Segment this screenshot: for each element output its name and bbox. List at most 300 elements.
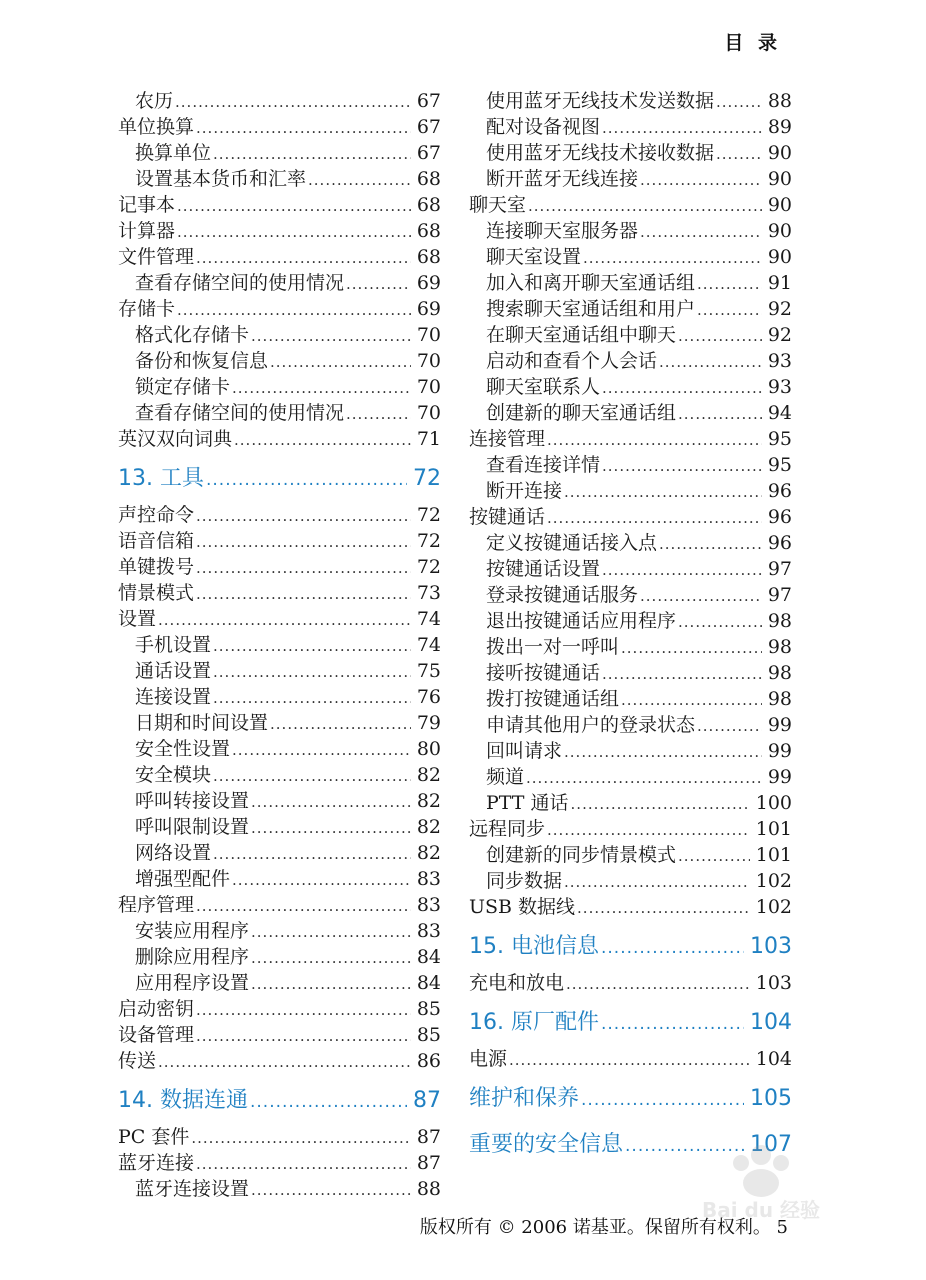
toc-entry-page: 69 <box>416 272 441 294</box>
toc-entry-title: 声控命令 <box>118 504 195 526</box>
toc-entry[interactable] <box>118 1124 441 1150</box>
toc-entry[interactable] <box>118 684 441 710</box>
toc-entry-page: 70 <box>416 324 441 346</box>
toc-chapter-entry[interactable] <box>469 1080 792 1118</box>
dot-leader <box>234 427 411 453</box>
toc-entry-title: 网络设置 <box>135 842 212 864</box>
toc-entry-page: 70 <box>416 402 441 424</box>
toc-entry[interactable] <box>469 712 792 738</box>
toc-entry-title: 频道 <box>486 766 525 788</box>
dot-leader <box>716 89 762 115</box>
toc-entry-page: 90 <box>767 220 792 242</box>
dot-leader <box>346 271 411 297</box>
toc-entry[interactable] <box>118 270 441 296</box>
toc-entry[interactable] <box>469 816 792 842</box>
dot-leader <box>213 633 411 659</box>
toc-entry-title: 启动和查看个人会话 <box>486 350 658 372</box>
dot-leader <box>547 817 750 843</box>
dot-leader <box>158 607 411 633</box>
toc-entry-title: 换算单位 <box>135 142 212 164</box>
dot-leader <box>232 375 411 401</box>
toc-entry-title: 申请其他用户的登录状态 <box>486 714 696 736</box>
toc-entry[interactable] <box>469 686 792 712</box>
toc-entry[interactable] <box>118 554 441 580</box>
toc-entry-title: 记事本 <box>118 194 176 216</box>
toc-entry[interactable] <box>118 192 441 218</box>
toc-entry[interactable] <box>118 244 441 270</box>
dot-leader <box>678 843 750 869</box>
toc-entry-title: 远程同步 <box>469 818 546 840</box>
toc-entry-title: 按键通话 <box>469 506 546 528</box>
toc-entry-title: 语音信箱 <box>118 530 195 552</box>
dot-leader <box>602 557 762 583</box>
toc-entry-title: 格式化存储卡 <box>135 324 250 346</box>
toc-entry[interactable] <box>469 764 792 790</box>
toc-entry[interactable] <box>469 868 792 894</box>
toc-chapter-entry[interactable] <box>469 928 792 966</box>
dot-leader <box>177 219 411 245</box>
toc-entry-page: 93 <box>767 376 792 398</box>
dot-leader <box>251 919 411 945</box>
toc-entry-title: 连接设置 <box>135 686 212 708</box>
toc-entry-title: 安全模块 <box>135 764 212 786</box>
toc-entry[interactable] <box>469 218 792 244</box>
toc-entry-page: 103 <box>755 972 792 994</box>
toc-entry-page: 86 <box>416 1050 441 1072</box>
toc-entry-title: PTT 通话 <box>486 792 569 814</box>
toc-entry-title: 传送 <box>118 1050 157 1072</box>
toc-entry[interactable] <box>118 866 441 892</box>
toc-entry-page: 96 <box>767 506 792 528</box>
toc-entry[interactable] <box>118 632 441 658</box>
toc-entry[interactable] <box>118 814 441 840</box>
toc-entry[interactable] <box>118 918 441 944</box>
toc-entry[interactable] <box>118 348 441 374</box>
dot-leader <box>697 271 762 297</box>
toc-entry[interactable] <box>118 140 441 166</box>
toc-entry[interactable] <box>118 736 441 762</box>
dot-leader <box>640 167 762 193</box>
toc-entry-title: 设置基本货币和汇率 <box>135 168 307 190</box>
toc-entry[interactable] <box>118 1176 441 1202</box>
toc-entry[interactable] <box>118 1150 441 1176</box>
toc-entry-title: 蓝牙连接设置 <box>135 1178 250 1200</box>
toc-entry-title: 应用程序设置 <box>135 972 250 994</box>
toc-entry-title: 使用蓝牙无线技术接收数据 <box>486 142 715 164</box>
toc-entry-page: 70 <box>416 350 441 372</box>
toc-entry-page: 87 <box>413 1088 441 1113</box>
toc-entry-page: 82 <box>416 764 441 786</box>
page-header-title: 目 录 <box>724 32 781 54</box>
toc-entry-title: 16. 原厂配件 <box>469 1010 599 1035</box>
dot-leader <box>509 1047 750 1073</box>
dot-leader <box>621 687 762 713</box>
toc-entry-page: 92 <box>767 324 792 346</box>
toc-entry-page: 85 <box>416 1024 441 1046</box>
toc-entry[interactable] <box>469 790 792 816</box>
toc-entry[interactable] <box>469 426 792 452</box>
toc-entry-title: 呼叫转接设置 <box>135 790 250 812</box>
dot-leader <box>621 635 762 661</box>
toc-entry[interactable] <box>118 788 441 814</box>
toc-entry[interactable] <box>469 1046 792 1072</box>
dot-leader <box>697 713 762 739</box>
toc-entry[interactable] <box>469 192 792 218</box>
toc-entry-page: 87 <box>416 1126 441 1148</box>
toc-entry-page: 104 <box>750 1010 792 1035</box>
toc-entry[interactable] <box>118 1048 441 1074</box>
toc-entry-title: 配对设备视图 <box>486 116 601 138</box>
toc-entry[interactable] <box>118 426 441 452</box>
toc-entry[interactable] <box>469 322 792 348</box>
toc-entry-title: 搜索聊天室通话组和用户 <box>486 298 696 320</box>
dot-leader <box>716 141 762 167</box>
toc-entry-page: 83 <box>416 868 441 890</box>
dot-leader <box>564 479 762 505</box>
toc-entry-page: 85 <box>416 998 441 1020</box>
toc-entry-page: 84 <box>416 972 441 994</box>
toc-entry-page: 92 <box>767 298 792 320</box>
dot-leader <box>270 349 411 375</box>
toc-entry[interactable] <box>469 244 792 270</box>
dot-leader <box>697 297 762 323</box>
toc-entry-title: 回叫请求 <box>486 740 563 762</box>
toc-entry[interactable] <box>118 374 441 400</box>
dot-leader <box>577 895 750 921</box>
toc-entry[interactable] <box>469 166 792 192</box>
toc-entry-title: 启动密钥 <box>118 998 195 1020</box>
toc-entry-page: 98 <box>767 662 792 684</box>
toc-entry[interactable] <box>469 478 792 504</box>
toc-entry-title: 存储卡 <box>118 298 176 320</box>
toc-entry-page: 68 <box>416 220 441 242</box>
toc-entry-title: 重要的安全信息 <box>469 1132 624 1157</box>
toc-entry-title: 连接聊天室服务器 <box>486 220 639 242</box>
toc-entry[interactable] <box>118 944 441 970</box>
dot-leader <box>564 739 762 765</box>
toc-entry-page: 99 <box>767 766 792 788</box>
toc-entry-page: 105 <box>750 1086 792 1111</box>
dot-leader <box>640 219 762 245</box>
page-footer: 版权所有 © 2006 诺基亚。保留所有权利。 5 <box>419 1217 788 1238</box>
toc-entry[interactable] <box>469 140 792 166</box>
toc-entry-page: 67 <box>416 90 441 112</box>
toc-entry-page: 99 <box>767 740 792 762</box>
toc-entry-title: 在聊天室通话组中聊天 <box>486 324 677 346</box>
toc-entry-title: 情景模式 <box>118 582 195 604</box>
toc-entry[interactable] <box>469 842 792 868</box>
baidu-watermark-icon <box>691 1125 831 1225</box>
toc-entry-title: 15. 电池信息 <box>469 934 599 959</box>
toc-chapter-entry[interactable] <box>469 1004 792 1042</box>
dot-leader <box>547 427 762 453</box>
toc-entry-page: 94 <box>767 402 792 424</box>
toc-entry[interactable] <box>118 88 441 114</box>
toc-entry-title: 通话设置 <box>135 660 212 682</box>
toc-entry-page: 90 <box>767 168 792 190</box>
toc-entry[interactable] <box>469 582 792 608</box>
toc-entry[interactable] <box>469 738 792 764</box>
dot-leader <box>196 1151 411 1177</box>
toc-entry-page: 74 <box>416 634 441 656</box>
toc-entry-title: 蓝牙连接 <box>118 1152 195 1174</box>
toc-entry-page: 67 <box>416 116 441 138</box>
toc-entry-title: PC 套件 <box>118 1126 190 1148</box>
toc-entry-title: USB 数据线 <box>469 896 576 918</box>
toc-entry[interactable] <box>469 634 792 660</box>
dot-leader <box>583 245 762 271</box>
dot-leader <box>250 1083 407 1121</box>
toc-entry[interactable] <box>118 1022 441 1048</box>
toc-entry-page: 88 <box>767 90 792 112</box>
dot-leader <box>196 997 411 1023</box>
toc-chapter-entry[interactable] <box>118 460 441 498</box>
toc-entry[interactable] <box>469 504 792 530</box>
toc-entry-page: 83 <box>416 920 441 942</box>
toc-left-column <box>118 88 441 1202</box>
toc-entry[interactable] <box>118 840 441 866</box>
toc-entry[interactable] <box>469 530 792 556</box>
toc-entry-title: 拨打按键通话组 <box>486 688 620 710</box>
toc-entry-page: 75 <box>416 660 441 682</box>
toc-entry-page: 102 <box>755 870 792 892</box>
toc-entry[interactable] <box>118 892 441 918</box>
toc-entry-page: 101 <box>755 818 792 840</box>
dot-leader <box>251 1177 411 1203</box>
toc-entry[interactable] <box>118 970 441 996</box>
dot-leader <box>251 945 411 971</box>
dot-leader <box>213 841 411 867</box>
dot-leader <box>213 685 411 711</box>
dot-leader <box>177 193 411 219</box>
toc-entry-page: 72 <box>416 504 441 526</box>
toc-entry[interactable] <box>118 322 441 348</box>
toc-entry-page: 97 <box>767 584 792 606</box>
toc-entry[interactable] <box>469 348 792 374</box>
toc-entry-page: 87 <box>416 1152 441 1174</box>
dot-leader <box>678 609 762 635</box>
dot-leader <box>196 503 411 529</box>
toc-entry-page: 67 <box>416 142 441 164</box>
toc-entry-title: 文件管理 <box>118 246 195 268</box>
dot-leader <box>232 737 411 763</box>
toc-chapter-entry[interactable] <box>118 1082 441 1120</box>
toc-entry-title: 英汉双向词典 <box>118 428 233 450</box>
dot-leader <box>528 193 762 219</box>
toc-entry-title: 查看存储空间的使用情况 <box>135 402 345 424</box>
toc-entry-page: 102 <box>755 896 792 918</box>
toc-entry-title: 聊天室设置 <box>486 246 582 268</box>
toc-entry-title: 设备管理 <box>118 1024 195 1046</box>
toc-entry[interactable] <box>118 528 441 554</box>
toc-entry-title: 单键拨号 <box>118 556 195 578</box>
toc-entry[interactable] <box>469 374 792 400</box>
toc-entry[interactable] <box>469 400 792 426</box>
toc-entry-page: 73 <box>416 582 441 604</box>
toc-entry-title: 维护和保养 <box>469 1086 580 1111</box>
toc-entry-page: 100 <box>755 792 792 814</box>
toc-entry[interactable] <box>118 580 441 606</box>
toc-entry-page: 69 <box>416 298 441 320</box>
toc-entry-page: 71 <box>416 428 441 450</box>
toc-entry-page: 68 <box>416 194 441 216</box>
toc-entry-title: 充电和放电 <box>469 972 565 994</box>
dot-leader <box>581 1081 744 1119</box>
dot-leader <box>213 141 411 167</box>
toc-entry-page: 99 <box>767 714 792 736</box>
dot-leader <box>659 349 762 375</box>
toc-entry[interactable] <box>469 452 792 478</box>
toc-entry-title: 断开蓝牙无线连接 <box>486 168 639 190</box>
toc-right-column <box>469 88 792 1168</box>
toc-entry-title: 查看连接详情 <box>486 454 601 476</box>
toc-entry-page: 96 <box>767 480 792 502</box>
toc-entry-title: 创建新的同步情景模式 <box>486 844 677 866</box>
dot-leader <box>308 167 411 193</box>
toc-entry-title: 断开连接 <box>486 480 563 502</box>
dot-leader <box>196 1023 411 1049</box>
dot-leader <box>602 375 762 401</box>
toc-entry-title: 备份和恢复信息 <box>135 350 269 372</box>
toc-entry-title: 退出按键通话应用程序 <box>486 610 677 632</box>
toc-entry-page: 74 <box>416 608 441 630</box>
dot-leader <box>601 1005 744 1043</box>
toc-entry-title: 聊天室 <box>469 194 527 216</box>
toc-entry-title: 农历 <box>135 90 174 112</box>
dot-leader <box>566 971 750 997</box>
toc-entry[interactable] <box>469 270 792 296</box>
toc-entry-title: 按键通话设置 <box>486 558 601 580</box>
toc-entry-title: 使用蓝牙无线技术发送数据 <box>486 90 715 112</box>
toc-entry[interactable] <box>118 606 441 632</box>
toc-entry[interactable] <box>118 762 441 788</box>
toc-entry[interactable] <box>469 296 792 322</box>
toc-entry[interactable] <box>469 88 792 114</box>
dot-leader <box>196 893 411 919</box>
toc-entry-page: 104 <box>755 1048 792 1070</box>
toc-entry-title: 单位换算 <box>118 116 195 138</box>
toc-entry[interactable] <box>118 710 441 736</box>
dot-leader <box>213 763 411 789</box>
toc-entry[interactable] <box>118 658 441 684</box>
toc-entry[interactable] <box>118 218 441 244</box>
toc-entry-page: 90 <box>767 194 792 216</box>
toc-entry-title: 加入和离开聊天室通话组 <box>486 272 696 294</box>
dot-leader <box>206 461 407 499</box>
toc-entry-page: 91 <box>767 272 792 294</box>
toc-entry-title: 接听按键通话 <box>486 662 601 684</box>
toc-entry-page: 80 <box>416 738 441 760</box>
toc-entry-title: 计算器 <box>118 220 176 242</box>
toc-entry-title: 手机设置 <box>135 634 212 656</box>
toc-entry-title: 删除应用程序 <box>135 946 250 968</box>
toc-entry-page: 89 <box>767 116 792 138</box>
dot-leader <box>175 89 411 115</box>
toc-entry-title: 增强型配件 <box>135 868 231 890</box>
dot-leader <box>251 815 411 841</box>
dot-leader <box>196 115 411 141</box>
toc-entry-title: 定义按键通话接入点 <box>486 532 658 554</box>
toc-entry-page: 76 <box>416 686 441 708</box>
dot-leader <box>547 505 762 531</box>
dot-leader <box>346 401 411 427</box>
toc-entry[interactable] <box>469 114 792 140</box>
toc-entry-page: 68 <box>416 168 441 190</box>
dot-leader <box>196 555 411 581</box>
dot-leader <box>213 659 411 685</box>
toc-entry-title: 连接管理 <box>469 428 546 450</box>
toc-entry-title: 查看存储空间的使用情况 <box>135 272 345 294</box>
toc-entry[interactable] <box>118 502 441 528</box>
toc-entry-page: 88 <box>416 1178 441 1200</box>
dot-leader <box>251 971 411 997</box>
dot-leader <box>251 323 411 349</box>
toc-entry-title: 安全性设置 <box>135 738 231 760</box>
dot-leader <box>602 115 762 141</box>
toc-entry-page: 98 <box>767 610 792 632</box>
toc-entry[interactable] <box>118 400 441 426</box>
toc-entry-page: 84 <box>416 946 441 968</box>
toc-entry-title: 日期和时间设置 <box>135 712 269 734</box>
dot-leader <box>640 583 762 609</box>
toc-entry-page: 93 <box>767 350 792 372</box>
toc-entry-title: 呼叫限制设置 <box>135 816 250 838</box>
toc-entry-title: 14. 数据连通 <box>118 1088 248 1113</box>
toc-entry-page: 72 <box>416 556 441 578</box>
dot-leader <box>251 789 411 815</box>
dot-leader <box>232 867 411 893</box>
toc-entry[interactable] <box>118 996 441 1022</box>
dot-leader <box>602 661 762 687</box>
dot-leader <box>678 401 762 427</box>
dot-leader <box>678 323 762 349</box>
toc-entry-page: 82 <box>416 790 441 812</box>
toc-entry[interactable] <box>118 114 441 140</box>
dot-leader <box>564 869 750 895</box>
toc-entry-title: 设置 <box>118 608 157 630</box>
toc-entry-page: 68 <box>416 246 441 268</box>
toc-entry-title: 13. 工具 <box>118 466 204 491</box>
toc-entry-title: 拨出一对一呼叫 <box>486 636 620 658</box>
toc-entry[interactable] <box>469 556 792 582</box>
toc-entry-title: 锁定存储卡 <box>135 376 231 398</box>
toc-entry-title: 聊天室联系人 <box>486 376 601 398</box>
toc-entry-page: 90 <box>767 246 792 268</box>
toc-entry-page: 79 <box>416 712 441 734</box>
dot-leader <box>196 581 411 607</box>
toc-entry-page: 83 <box>416 894 441 916</box>
toc-entry[interactable] <box>469 608 792 634</box>
toc-entry-page: 98 <box>767 688 792 710</box>
toc-entry-page: 96 <box>767 532 792 554</box>
toc-entry[interactable] <box>118 296 441 322</box>
toc-entry-page: 82 <box>416 842 441 864</box>
dot-leader <box>571 791 750 817</box>
toc-entry[interactable] <box>469 970 792 996</box>
dot-leader <box>270 711 411 737</box>
toc-entry-title: 安装应用程序 <box>135 920 250 942</box>
toc-entry[interactable] <box>469 894 792 920</box>
toc-entry-page: 82 <box>416 816 441 838</box>
toc-entry[interactable] <box>469 660 792 686</box>
dot-leader <box>158 1049 411 1075</box>
dot-leader <box>196 245 411 271</box>
toc-entry-page: 107 <box>750 1132 792 1157</box>
toc-entry-page: 72 <box>416 530 441 552</box>
toc-entry[interactable] <box>118 166 441 192</box>
toc-entry-title: 创建新的聊天室通话组 <box>486 402 677 424</box>
dot-leader <box>602 453 762 479</box>
